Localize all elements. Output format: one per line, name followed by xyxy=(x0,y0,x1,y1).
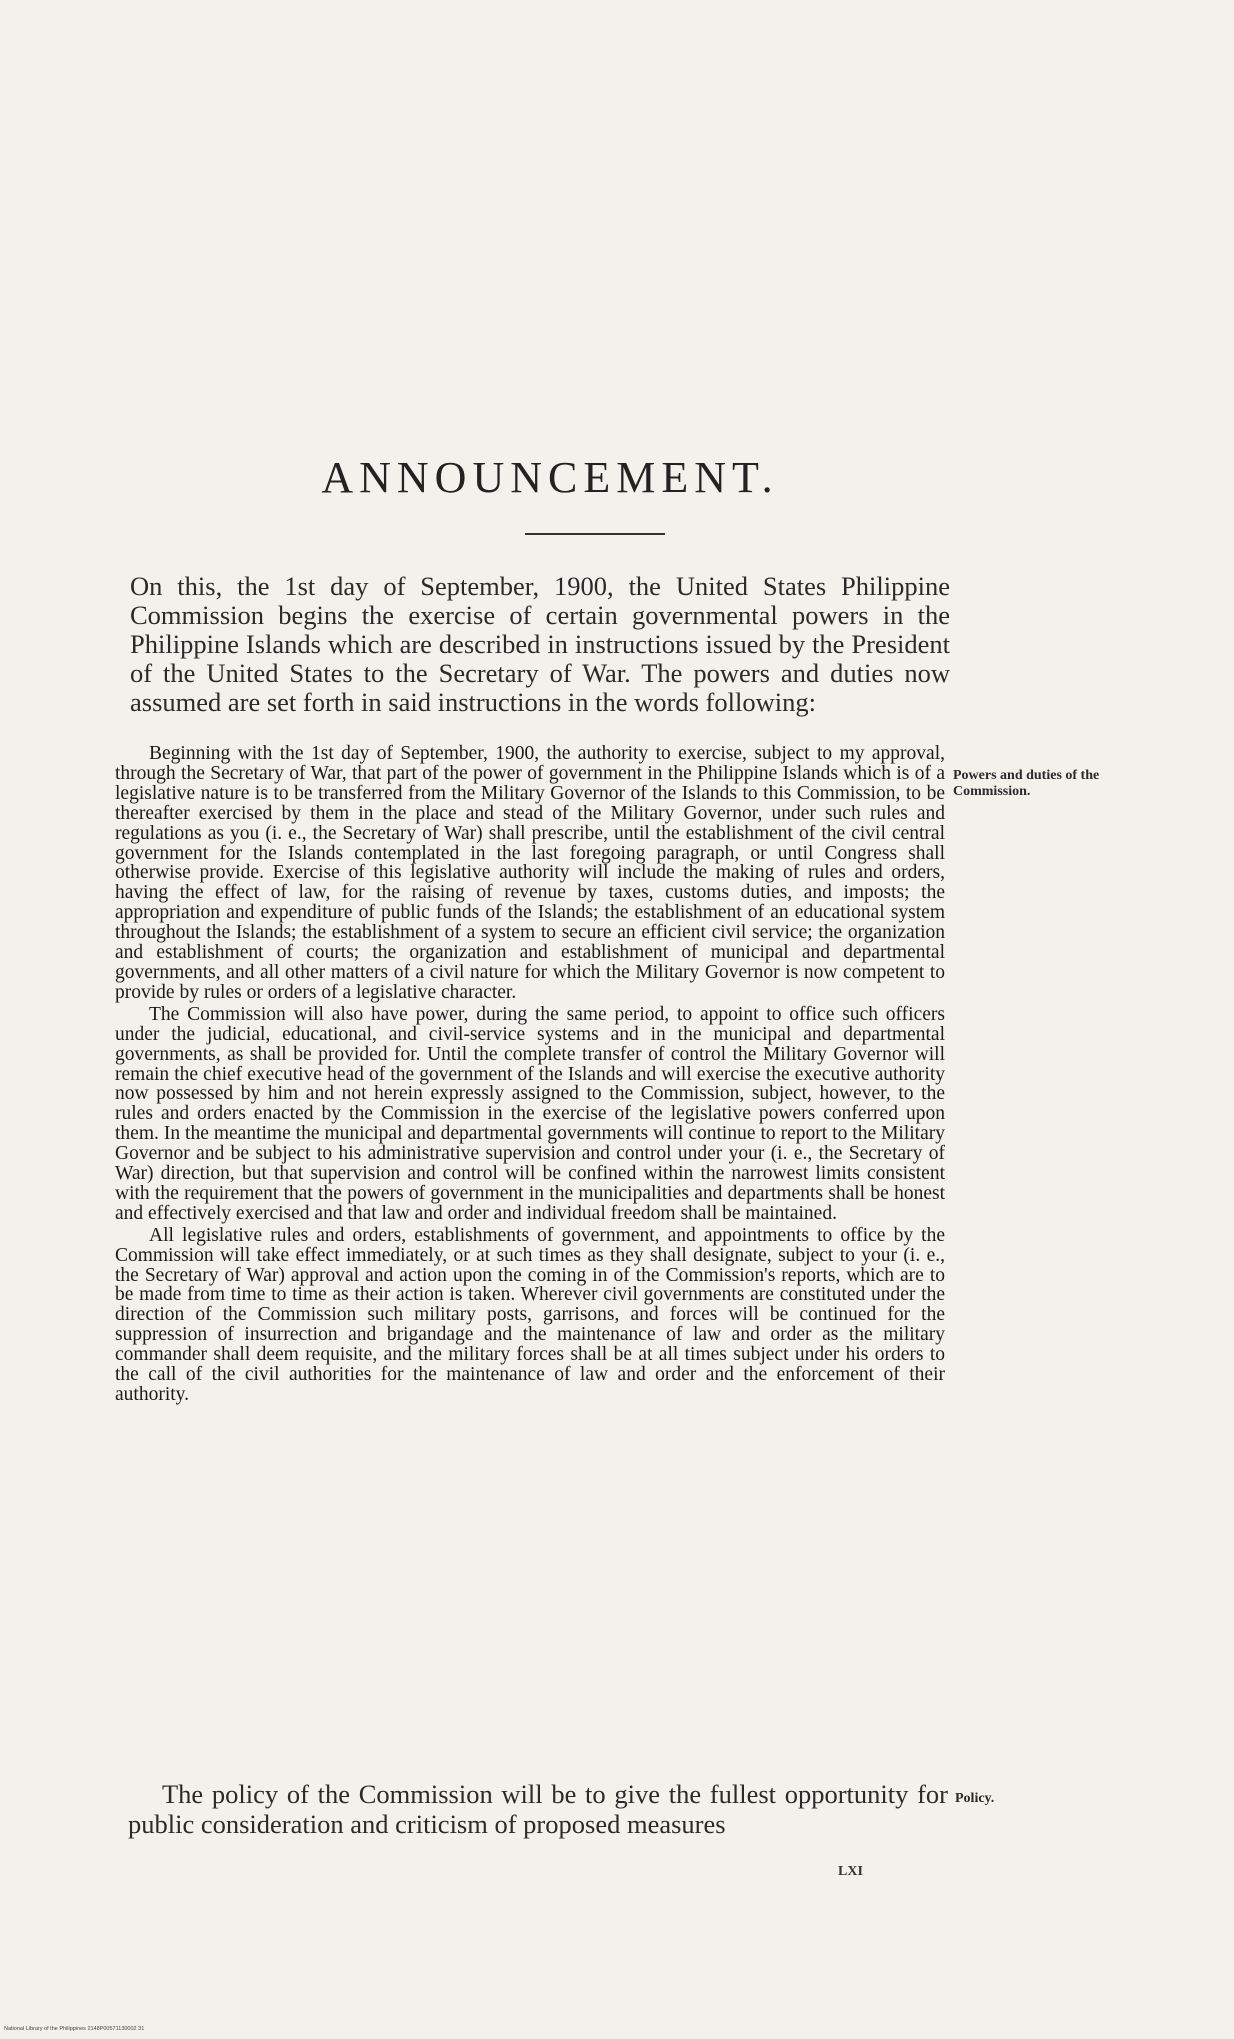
instructions-quote xyxy=(115,744,945,1407)
intro-paragraph: On this, the 1st day of September, 1900, the United States Philippine Commission begins the exercise of certain governmental powers in the Philippine Islands which are described in instructions issued by the President of the United States to the Secretary of War. The powers and duties now assumed are set forth in said instructions in the words following: xyxy=(130,571,950,717)
closing-paragraph: The policy of the Commission will be to give the fullest opportunity for public consideration and criticism of proposed measures xyxy=(128,1779,948,1839)
margin-note-policy: Policy. xyxy=(955,1791,995,1806)
margin-note-powers: Powers and duties of the Commission. xyxy=(953,768,1100,799)
page-number: LXI xyxy=(838,1864,863,1879)
quote-paragraph: The Commission will also have power, during the same period, to appoint to office such officers under the judicial, educational, and civil-service systems and in the municipal and departmental governments, as shall be provided for. Until the complete transfer of control the Military Governor will remain the chief executive head of the government of the Islands and will exercise the executive authority now possessed by him and not herein expressly assigned to the Commission, subject, however, to the rules and orders enacted by the Commission in the exercise of the legislative powers conferred upon them. In the meantime the municipal and departmental governments will continue to report to the Military Governor and be subject to his administrative supervision and control under your (i. e., the Secretary of War) direction, but that supervision and control will be confined within the narrowest limits consistent with the requirement that the powers of government in the municipalities and departments shall be honest and effectively exercised and that law and order and individual freedom shall be maintained. xyxy=(115,1003,945,1224)
scan-credit: National Library of the Philippines 2148P00571130002 31 xyxy=(4,2026,145,2032)
quote-paragraph: Beginning with the 1st day of September, 1900, the authority to exercise, subject to my approval, through the Secretary of War, that part of the power of government in the Philippine Islands which is of a legislative nature is to be transferred from the Military Governor of the Islands to this Commission, to be thereafter exercised by them in the place and stead of the Military Governor, under such rules and regulations as you (i. e., the Secretary of War) shall prescribe, until the establishment of the civil central government for the Islands contemplated in the last foregoing paragraph, or until Congress shall otherwise provide. Exercise of this legislative authority will include the making of rules and orders, having the effect of law, for the raising of revenue by taxes, customs duties, and imposts; the appropriation and expenditure of public funds of the Islands; the establishment of an educational system throughout the Islands; the establishment of a system to secure an efficient civil service; the organization and establishment of courts; the organization and establishment of municipal and departmental governments, and all other matters of a civil nature for which the Military Governor is now competent to provide by rules or orders of a legislative character. xyxy=(115,743,945,1003)
page-title: ANNOUNCEMENT. xyxy=(321,453,779,502)
title-divider xyxy=(525,533,665,535)
quote-paragraph: All legislative rules and orders, establishments of government, and appointments to office by the Commission will take effect immediately, or at such times as they shall designate, subject to your (i. e., the Secretary of War) approval and action upon the coming in of the Commission's reports, which are to be made from time to time as their action is taken. Wherever civil governments are constituted under the direction of the Commission such military posts, garrisons, and forces will be continued for the suppression of insurrection and brigandage and the maintenance of law and order as the military commander shall deem requisite, and the military forces shall be at all times subject under his orders to the call of the civil authorities for the maintenance of law and order and the enforcement of their authority. xyxy=(115,1224,945,1405)
